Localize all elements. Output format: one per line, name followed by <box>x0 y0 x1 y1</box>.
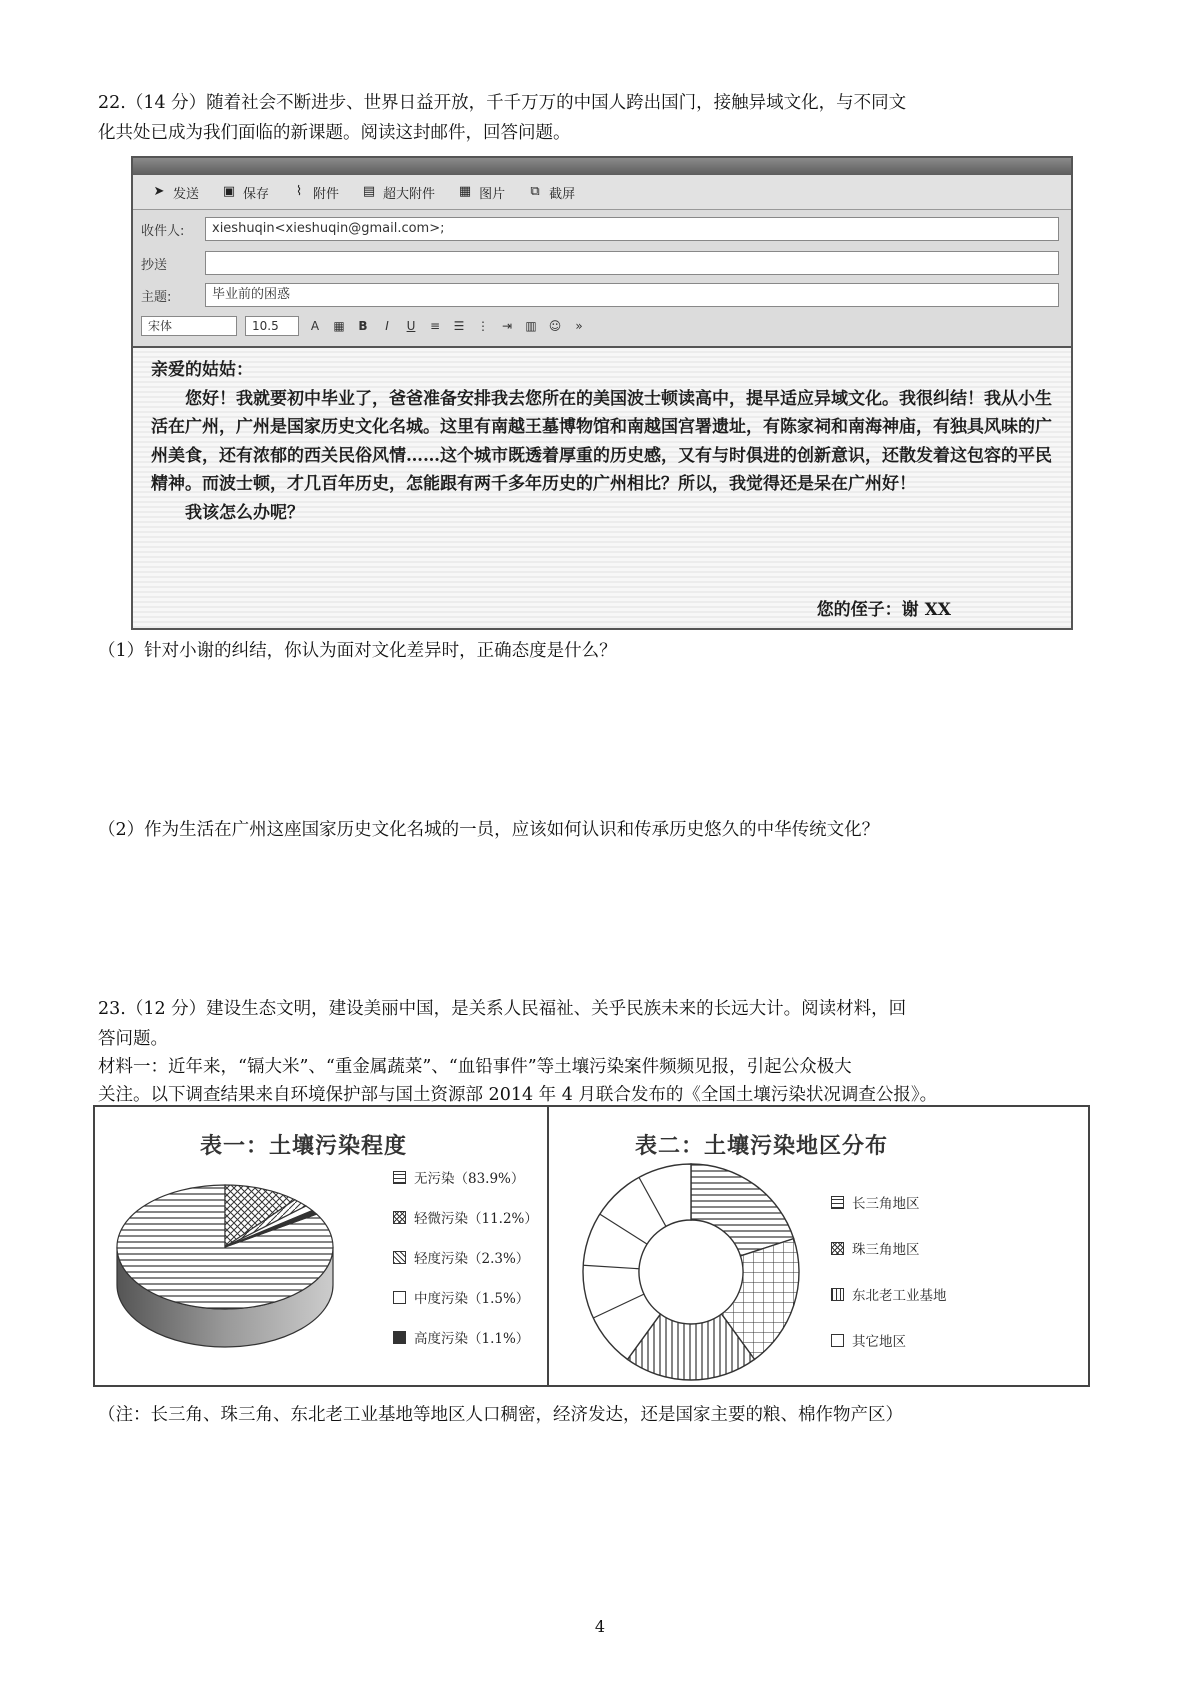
email-toolbar <box>133 175 1071 210</box>
to-label: 收件人: <box>141 223 185 239</box>
charts-divider <box>547 1107 549 1385</box>
chart2-donut <box>573 1162 813 1382</box>
legend-label: 中度污染（1.5%） <box>414 1291 530 1307</box>
q23-line2: 答问题。 <box>98 1029 168 1049</box>
q22-sub1: （1）针对小谢的纠结，你认为面对文化差异时，正确态度是什么？ <box>98 641 617 661</box>
legend-label: 高度污染（1.1%） <box>414 1331 530 1347</box>
align-left-icon[interactable]: ≡ <box>429 319 441 333</box>
q22-line1: 22.（14 分）随着社会不断进步、世界日益开放，千千万万的中国人跨出国门，接触异域文化，与不同文 <box>98 93 907 113</box>
q23-line1: 23.（12 分）建设生态文明，建设美丽中国，是关系人民福祉、关乎民族未来的长远大计。阅读材料，回 <box>98 999 907 1019</box>
format-toolbar <box>141 314 1059 338</box>
material1-line1: 材料一：近年来，“镉大米”、“重金属蔬菜”、“血铅事件”等土壤污染案件频频见报，引起公众极大 <box>98 1057 852 1077</box>
legend-label: 东北老工业基地 <box>852 1288 947 1304</box>
toolbar-label: 图片 <box>479 186 506 202</box>
letter-signature: 您的侄子：谢 XX <box>816 600 951 620</box>
q22-sub2: （2）作为生活在广州这座国家历史文化名城的一员，应该如何认识和传承历史悠久的中华传统文化？ <box>98 820 880 840</box>
material1-line2: 关注。以下调查结果来自环境保护部与国土资源部 2014 年 4 月联合发布的《全国土壤污染状况调查公报》。 <box>98 1085 938 1105</box>
note: （注：长三角、珠三角、东北老工业基地等地区人口稠密，经济发达，还是国家主要的粮、棉作物产区） <box>98 1405 903 1425</box>
indent-icon[interactable]: ⇥ <box>501 319 513 333</box>
send-icon: ➤ <box>153 184 165 199</box>
legend-label: 轻度污染（2.3%） <box>414 1251 530 1267</box>
bold-icon[interactable]: B <box>358 319 368 333</box>
subject-label: 主题: <box>141 289 172 305</box>
toolbar-button-send[interactable] <box>151 183 199 202</box>
table-icon[interactable]: ▥ <box>525 319 537 333</box>
legend-swatch <box>393 1171 406 1184</box>
toolbar-label: 截屏 <box>549 186 576 202</box>
subject-row <box>141 282 1059 308</box>
legend-swatch <box>831 1288 844 1301</box>
legend-swatch <box>393 1251 406 1264</box>
letter-text <box>151 356 1057 527</box>
more-icon[interactable]: » <box>575 319 583 333</box>
screenshot-icon: ⧉ <box>530 184 540 199</box>
chart1-pie <box>115 1167 355 1377</box>
letter-greeting: 亲爱的姑姑： <box>151 360 253 380</box>
legend-swatch <box>831 1196 844 1209</box>
cc-field[interactable] <box>205 251 1059 275</box>
font-size-select[interactable]: 10.5 <box>245 316 299 336</box>
legend-swatch <box>393 1211 406 1224</box>
toolbar-button-large-attachment[interactable] <box>361 183 435 202</box>
donut-slice-长三角地区 <box>691 1164 794 1256</box>
align-center-icon[interactable]: ☰ <box>453 319 465 333</box>
chart1-title: 表一：土壤污染程度 <box>200 1133 408 1159</box>
legend-item <box>831 1330 947 1350</box>
legend-swatch <box>393 1331 406 1344</box>
highlight-icon[interactable]: ▦ <box>333 319 345 333</box>
legend-label: 其它地区 <box>852 1334 906 1350</box>
list-icon[interactable]: ⋮ <box>477 319 489 333</box>
legend-item <box>393 1287 538 1307</box>
legend-item <box>393 1167 538 1187</box>
underline-icon[interactable]: U <box>406 319 416 333</box>
to-row <box>141 216 1059 242</box>
chart2-legend <box>831 1192 947 1376</box>
legend-label: 无污染（83.9%） <box>414 1171 525 1187</box>
legend-swatch <box>393 1291 406 1304</box>
to-field[interactable]: xieshuqin<xieshuqin@gmail.com>; <box>205 217 1059 241</box>
legend-swatch <box>831 1242 844 1255</box>
font-name-select[interactable]: 宋体 <box>141 316 237 336</box>
legend-label: 长三角地区 <box>852 1196 920 1212</box>
attach-icon: ⌇ <box>295 184 303 199</box>
toolbar-label: 保存 <box>243 186 270 202</box>
cc-row <box>141 250 1059 276</box>
letter-paragraph-2: 我该怎么办呢？ <box>185 502 304 523</box>
save-icon: ▣ <box>222 184 236 199</box>
email-titlebar <box>133 158 1071 175</box>
letter-paragraph-1: 您好！我就要初中毕业了，爸爸准备安排我去您所在的美国波士顿读高中，提早适应异域文化。我很纠结！我从小生活在广州，广州是国家历史文化名城。这里有南越王墓博物馆和南越国宫署遗址，有陈家祠和南海神庙，有独具风味的广州美食，还有浓郁的西关民俗风情……这个城市既透着厚重的历史感，又有与时俱进的创新意识，还散发着这包容的平民精神。而波士顿，才几百年历史，怎能跟有两千多年历史的广州相比？所以，我觉得还是呆在广州好！ <box>151 388 1052 494</box>
font-color-icon[interactable]: A <box>310 319 320 333</box>
italic-icon[interactable]: I <box>385 319 389 333</box>
charts-frame <box>93 1105 1090 1387</box>
legend-item <box>393 1247 538 1267</box>
toolbar-label: 附件 <box>313 186 340 202</box>
legend-item <box>831 1192 947 1212</box>
legend-item <box>393 1327 538 1347</box>
toolbar-label: 发送 <box>173 186 200 202</box>
email-screenshot <box>131 156 1073 630</box>
legend-item <box>393 1207 538 1227</box>
toolbar-button-save[interactable] <box>221 183 269 202</box>
page-number: 4 <box>594 1617 606 1636</box>
legend-label: 轻微污染（11.2%） <box>414 1211 538 1227</box>
image-icon: ▦ <box>458 184 472 199</box>
legend-item <box>831 1284 947 1304</box>
toolbar-button-attach[interactable] <box>291 183 339 202</box>
legend-item <box>831 1238 947 1258</box>
email-body[interactable] <box>133 346 1071 628</box>
toolbar-button-image[interactable] <box>457 183 505 202</box>
chart2-title: 表二：土壤污染地区分布 <box>635 1133 889 1159</box>
q22-line2: 化共处已成为我们面临的新课题。阅读这封邮件，回答问题。 <box>98 123 571 143</box>
toolbar-button-screenshot[interactable] <box>527 183 575 202</box>
subject-field[interactable]: 毕业前的困惑 <box>205 283 1059 307</box>
toolbar-label: 超大附件 <box>383 186 436 202</box>
cc-label: 抄送 <box>141 257 168 273</box>
legend-label: 珠三角地区 <box>852 1242 920 1258</box>
chart1-legend <box>393 1167 538 1367</box>
emoji-icon[interactable]: ☺ <box>548 319 562 333</box>
legend-swatch <box>831 1334 844 1347</box>
large-attachment-icon: ▤ <box>362 184 376 199</box>
